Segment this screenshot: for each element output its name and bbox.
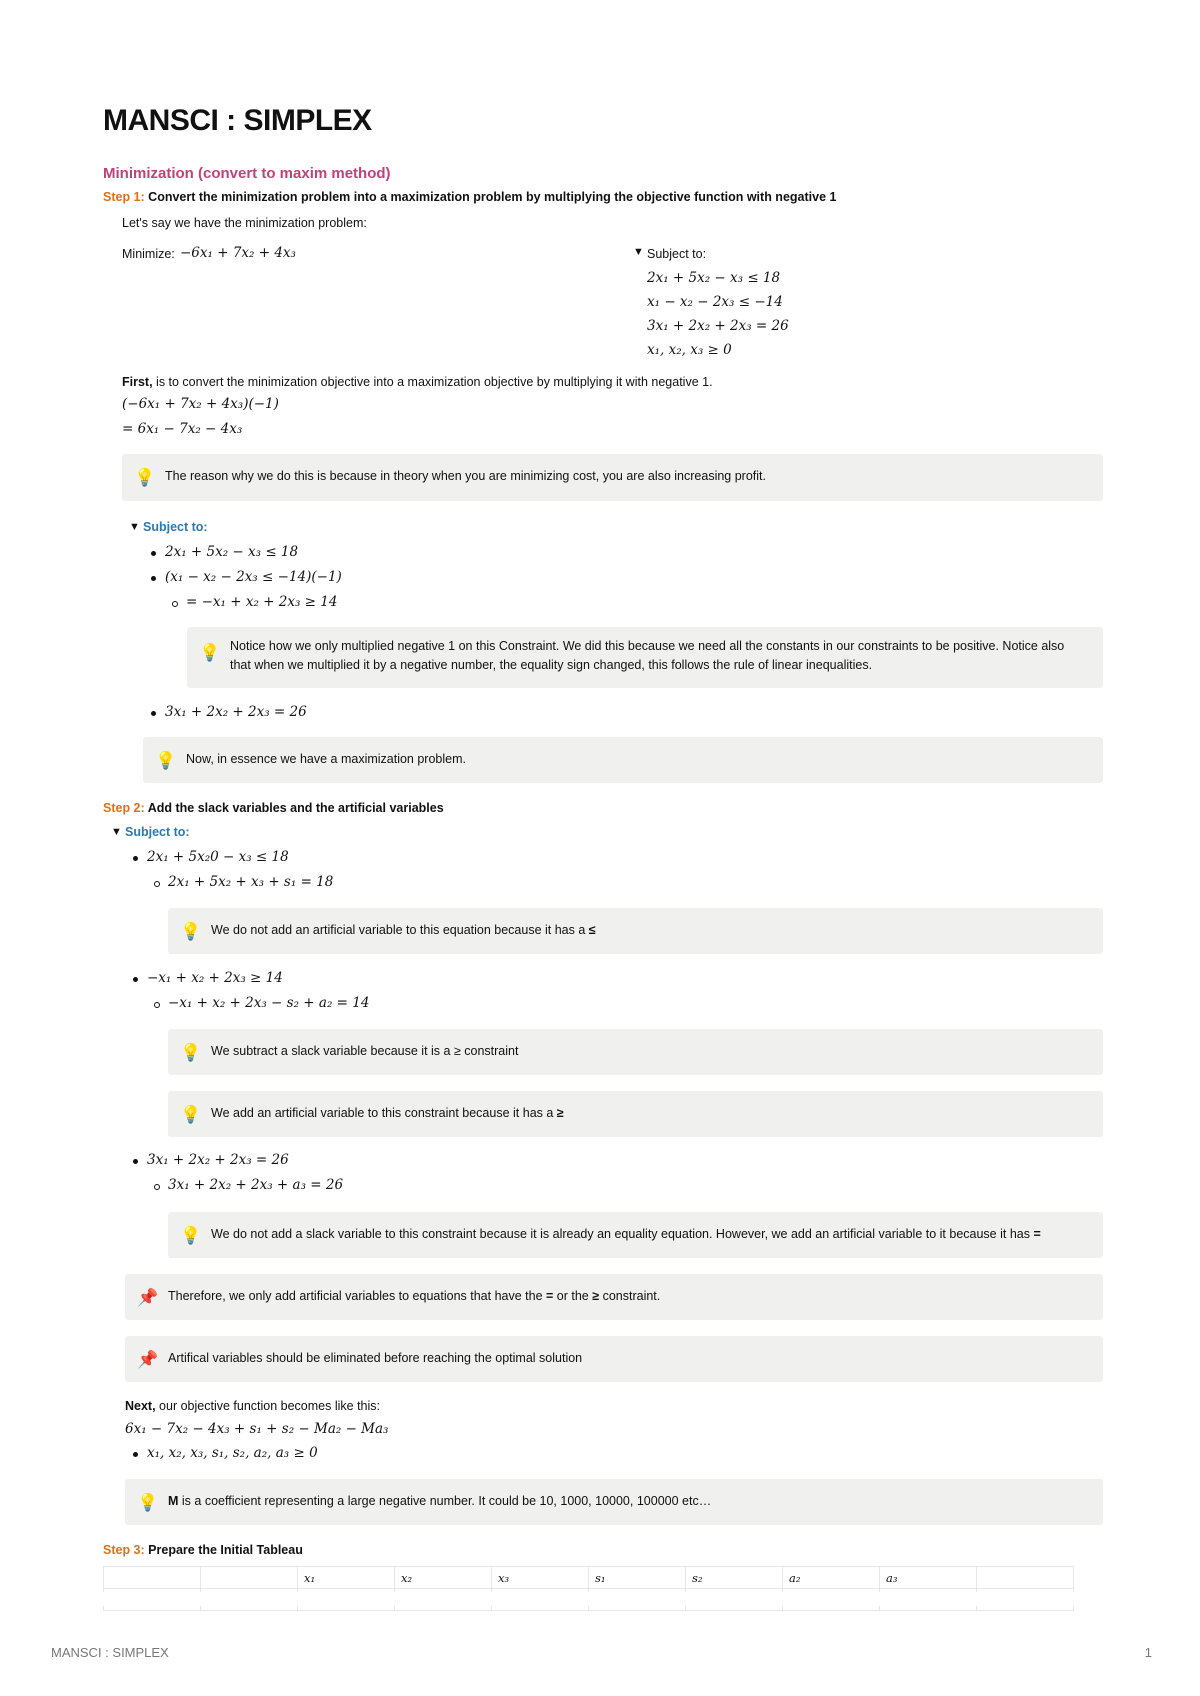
bullet xyxy=(151,576,156,581)
callout-reason xyxy=(122,454,1103,501)
constraint-1: 2x₁ + 5x₂ − x₃ ≤ 18 xyxy=(647,270,781,286)
table-header-cell xyxy=(977,1567,1074,1589)
step1-label: Step 1: xyxy=(103,190,145,204)
list-item: 2x₁ + 5x₂ − x₃ ≤ 18 xyxy=(165,544,299,560)
sub-bullet xyxy=(154,1184,160,1190)
callout-add-artificial xyxy=(168,1091,1103,1137)
footer-title: MANSCI : SIMPLEX xyxy=(51,1645,169,1660)
light-bulb-icon: 💡 xyxy=(180,922,202,941)
step2-text: Add the slack variables and the artificial variables xyxy=(147,801,444,815)
callout-bold: M xyxy=(168,1494,179,1508)
pushpin-icon: 📌 xyxy=(137,1350,159,1369)
callout-text-wrap xyxy=(211,1104,1073,1123)
toggle-triangle-icon[interactable]: ▼ xyxy=(129,521,140,533)
list-item: 2x₁ + 5x₂ + x₃ + s₁ = 18 xyxy=(168,874,334,890)
minimize-label: Minimize: xyxy=(122,247,175,261)
conversion-line-2: = 6x₁ − 7x₂ − 4x₃ xyxy=(122,421,243,437)
constraint-2: x₁ − x₂ − 2x₃ ≤ −14 xyxy=(647,294,783,310)
sub-bullet xyxy=(154,881,160,887)
callout-pin-artificial xyxy=(125,1336,1103,1382)
step3-label: Step 3: xyxy=(103,1543,145,1557)
list-item: 3x₁ + 2x₂ + 2x₃ + a₃ = 26 xyxy=(168,1177,344,1193)
callout-text-wrap xyxy=(168,1287,1073,1306)
callout-notice-text: Notice how we only multiplied negative 1 on this Constraint. We did this because we need all the constants in our constraints to be positive. Notice also that when we multiplied it by a negative number, the equality sign changed, this follows the rule of linear inequalities. xyxy=(230,639,1065,672)
step2-label: Step 2: xyxy=(103,801,145,815)
callout-text: constraint. xyxy=(599,1289,661,1303)
callout-no-artificial-text xyxy=(211,921,1073,940)
first-paragraph xyxy=(122,373,713,391)
bullet xyxy=(133,977,138,982)
toggle-subject-to[interactable]: Subject to: xyxy=(125,825,190,839)
step3-heading xyxy=(103,1543,303,1557)
callout-subtract-slack xyxy=(168,1029,1103,1075)
list-item: 2x₁ + 5x₂0 − x₃ ≤ 18 xyxy=(147,849,289,865)
conversion-line-1: (−6x₁ + 7x₂ + 4x₃)(−1) xyxy=(122,396,279,412)
list-item: 3x₁ + 2x₂ + 2x₃ = 26 xyxy=(147,1152,289,1168)
callout-text-wrap xyxy=(168,1492,1073,1511)
bullet xyxy=(133,1452,138,1457)
footer-page-number: 1 xyxy=(1144,1645,1152,1660)
toggle-subject-to[interactable]: Subject to: xyxy=(143,520,208,534)
callout-now xyxy=(143,737,1103,783)
table-header-cell xyxy=(201,1567,298,1589)
bullet xyxy=(133,1159,138,1164)
next-paragraph xyxy=(125,1397,380,1415)
step1-text: Convert the minimization problem into a maximization problem by multiplying the objective function with negative 1 xyxy=(148,190,837,204)
callout-symbol: = xyxy=(1033,1227,1041,1241)
table-header-cell: s₁ xyxy=(589,1567,686,1589)
step2-heading xyxy=(103,801,444,815)
constraint-3: 3x₁ + 2x₂ + 2x₃ = 26 xyxy=(647,318,789,334)
callout-no-artificial xyxy=(168,908,1103,954)
callout-text: We do not add a slack variable to this constraint because it is already an equality equation. However, we add an artificial variable to it because it has xyxy=(211,1227,1034,1241)
first-text: is to convert the minimization objective into a maximization objective by multiplying it with negative 1. xyxy=(152,375,713,389)
callout-now-text: Now, in essence we have a maximization problem. xyxy=(186,752,466,766)
list-item: (x₁ − x₂ − 2x₃ ≤ −14)(−1) xyxy=(165,569,342,585)
callout-text: Artifical variables should be eliminated before reaching the optimal solution xyxy=(168,1351,583,1365)
callout-symbol: ≥ xyxy=(592,1289,600,1303)
list-item: −x₁ + x₂ + 2x₃ ≥ 14 xyxy=(147,970,283,986)
sub-bullet xyxy=(172,601,178,607)
callout-text: or the xyxy=(553,1289,593,1303)
table-header-cell: s₂ xyxy=(686,1567,783,1589)
callout-equality xyxy=(168,1212,1103,1258)
bullet xyxy=(133,856,138,861)
light-bulb-icon: 💡 xyxy=(155,751,177,770)
list-item: = −x₁ + x₂ + 2x₃ ≥ 14 xyxy=(186,594,338,610)
callout-text: We add an artificial variable to this constraint because it has a xyxy=(211,1106,557,1120)
table-header-cell: a₂ xyxy=(783,1567,880,1589)
table-header-cell: a₃ xyxy=(880,1567,977,1589)
table-header-cell: x₁ xyxy=(298,1567,395,1589)
callout-text: We subtract a slack variable because it is a ≥ constraint xyxy=(211,1044,519,1058)
callout-reason-text: The reason why we do this is because in theory when you are minimizing cost, you are also increasing profit. xyxy=(165,469,766,483)
step1-heading xyxy=(103,190,836,204)
callout-notice xyxy=(187,627,1103,688)
step1-intro: Let's say we have the minimization problem: xyxy=(122,216,367,230)
first-bold: First, xyxy=(122,375,153,389)
table-header-row xyxy=(104,1567,1074,1589)
callout-text: Therefore, we only add artificial variables to equations that have the xyxy=(168,1289,546,1303)
callout-symbol: ≤ xyxy=(588,923,596,937)
list-item: 3x₁ + 2x₂ + 2x₃ = 26 xyxy=(165,704,307,720)
constraint-4: x₁, x₂, x₃ ≥ 0 xyxy=(647,342,732,358)
non-negativity: x₁, x₂, x₃, s₁, s₂, a₂, a₃ ≥ 0 xyxy=(147,1445,318,1461)
callout-m xyxy=(125,1479,1103,1525)
pushpin-icon: 📌 xyxy=(137,1288,159,1307)
bullet xyxy=(151,711,156,716)
page-title: MANSCI : SIMPLEX xyxy=(103,104,372,137)
bullet xyxy=(151,551,156,556)
toggle-triangle-icon[interactable]: ▼ xyxy=(633,246,644,258)
callout-text: We do not add an artificial variable to this equation because it has a xyxy=(211,923,589,937)
next-text: our objective function becomes like this: xyxy=(155,1399,380,1413)
objective-function: 6x₁ − 7x₂ − 4x₃ + s₁ + s₂ − Ma₂ − Ma₃ xyxy=(125,1421,389,1437)
sub-bullet xyxy=(154,1002,160,1008)
list-item: −x₁ + x₂ + 2x₃ − s₂ + a₂ = 14 xyxy=(168,995,370,1011)
light-bulb-icon: 💡 xyxy=(137,1493,159,1512)
light-bulb-icon: 💡 xyxy=(180,1043,202,1062)
next-bold: Next, xyxy=(125,1399,156,1413)
callout-symbol: ≥ xyxy=(556,1106,564,1120)
light-bulb-icon: 💡 xyxy=(134,468,156,487)
page-cut xyxy=(103,1592,1103,1606)
minimize-expr: −6x₁ + 7x₂ + 4x₃ xyxy=(180,245,296,261)
callout-text: is a coefficient representing a large negative number. It could be 10, 1000, 10000, 100000 etc… xyxy=(178,1494,712,1508)
subject-to-label[interactable]: Subject to: xyxy=(647,247,707,261)
table-header-cell: x₃ xyxy=(492,1567,589,1589)
section-heading: Minimization (convert to maxim method) xyxy=(103,165,391,182)
light-bulb-icon: 💡 xyxy=(180,1226,202,1245)
callout-symbol: = xyxy=(546,1289,554,1303)
callout-text-wrap xyxy=(211,1225,1093,1244)
callout-pin-therefore xyxy=(125,1274,1103,1320)
step3-text: Prepare the Initial Tableau xyxy=(148,1543,303,1557)
light-bulb-icon: 💡 xyxy=(180,1105,202,1124)
table-header-cell xyxy=(104,1567,201,1589)
table-header-cell: x₂ xyxy=(395,1567,492,1589)
toggle-triangle-icon[interactable]: ▼ xyxy=(111,826,122,838)
light-bulb-icon: 💡 xyxy=(199,643,221,662)
